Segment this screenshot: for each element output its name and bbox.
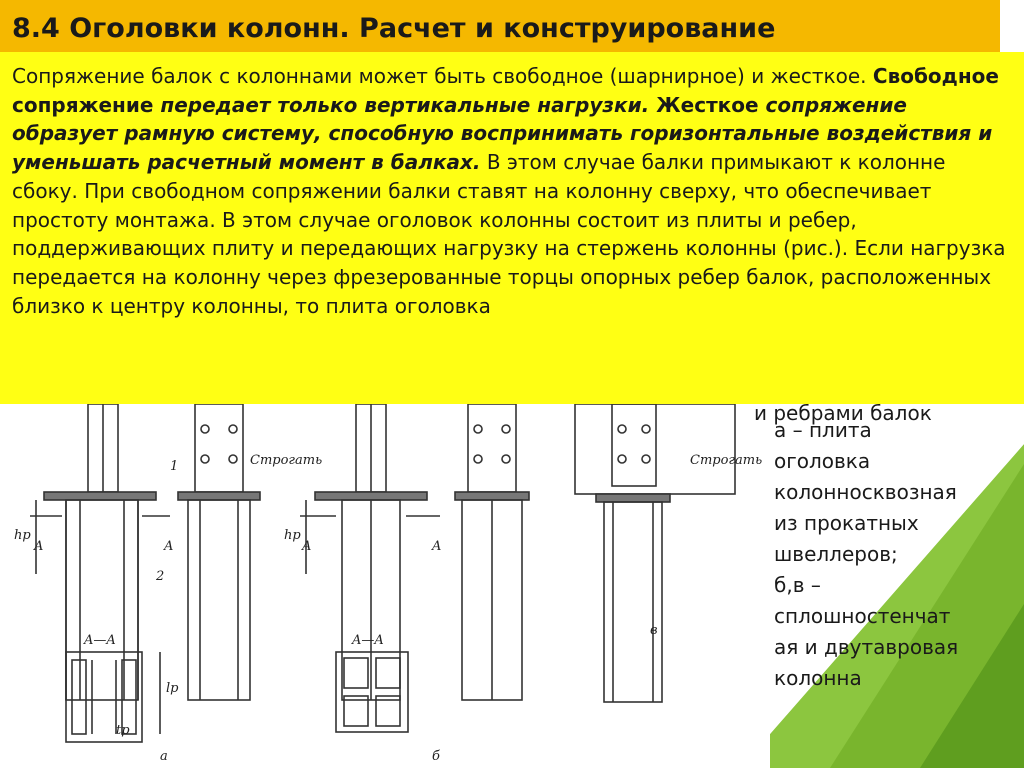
label-strogat-1: Строгать — [250, 453, 323, 468]
caption-line: колонна — [774, 666, 862, 690]
caption-line: б,в – — [774, 573, 821, 597]
right-strip — [1000, 0, 1024, 52]
label-hp-2: hp — [284, 528, 301, 543]
label-cap-a: а — [160, 749, 168, 764]
text-run-4: Жесткое — [649, 92, 759, 117]
caption-line: оголовка — [774, 449, 871, 473]
figure-caption — [754, 401, 1014, 694]
page-title: 8.4 Оголовки колонн. Расчет и конструирование — [12, 13, 776, 44]
column-a-side — [178, 404, 260, 700]
caption-line: а – плита — [774, 418, 872, 442]
label-a-4: A — [432, 539, 442, 554]
section-b — [336, 652, 408, 732]
title-bar — [0, 0, 1000, 52]
label-cap-b: б — [432, 749, 440, 764]
label-cap-c: в — [650, 623, 658, 638]
text-run-6: В этом случае балки примыкают к колонне сбоку. При свободном сопряжении балки ставят на колонну сверху, что обеспечивает простоту монтажа. В этом случае оголовок колонны состоит из плиты и ребер, поддерживающих плиту и передающих нагрузку на стержень колонны (рис.). Если нагрузка передается на колонну через фрезерованные торцы опорных ребер балок, расположенных близко к центру колонны, то плита оголовка — [12, 150, 1006, 318]
label-hp-1: hp — [14, 528, 31, 543]
label-lp: lp — [166, 681, 179, 696]
text-run-3: передает только вертикальные нагрузки. — [153, 92, 650, 117]
caption-line: ая и двутавровая — [774, 635, 959, 659]
column-b-side — [455, 404, 529, 700]
overlap-text: и ребрами балок — [754, 401, 932, 425]
label-num-1: 1 — [170, 459, 179, 474]
text-run-1: Сопряжение балок с колоннами может быть свободное (шарнирное) и жесткое. — [12, 64, 873, 88]
caption-line: колонносквозная — [774, 480, 957, 504]
label-section-1: A—A — [84, 633, 116, 648]
label-a-1: A — [34, 539, 44, 554]
column-a-elevation — [30, 404, 170, 700]
label-a-2: A — [164, 539, 174, 554]
label-tp: tp — [116, 723, 130, 738]
body-paragraph — [12, 62, 1016, 320]
caption-line: швеллеров; — [774, 542, 898, 566]
caption-line: сплошностенчат — [774, 604, 951, 628]
column-c-elevation — [575, 404, 735, 702]
label-section-2: A—A — [352, 633, 384, 648]
label-a-3: A — [302, 539, 312, 554]
label-num-2: 2 — [156, 569, 165, 584]
label-strogat-2: Строгать — [690, 453, 763, 468]
text-box — [0, 52, 1024, 404]
column-b-elevation — [300, 404, 440, 700]
caption-line: из прокатных — [774, 511, 919, 535]
column-head-drawing — [0, 404, 770, 768]
text-run-5: сопряжение образует рамную систему, способную воспринимать горизонтальные воздействия и уменьшать расчетный момент в балках. — [12, 92, 993, 175]
text-run-2: Свободное сопряжение — [12, 64, 999, 117]
